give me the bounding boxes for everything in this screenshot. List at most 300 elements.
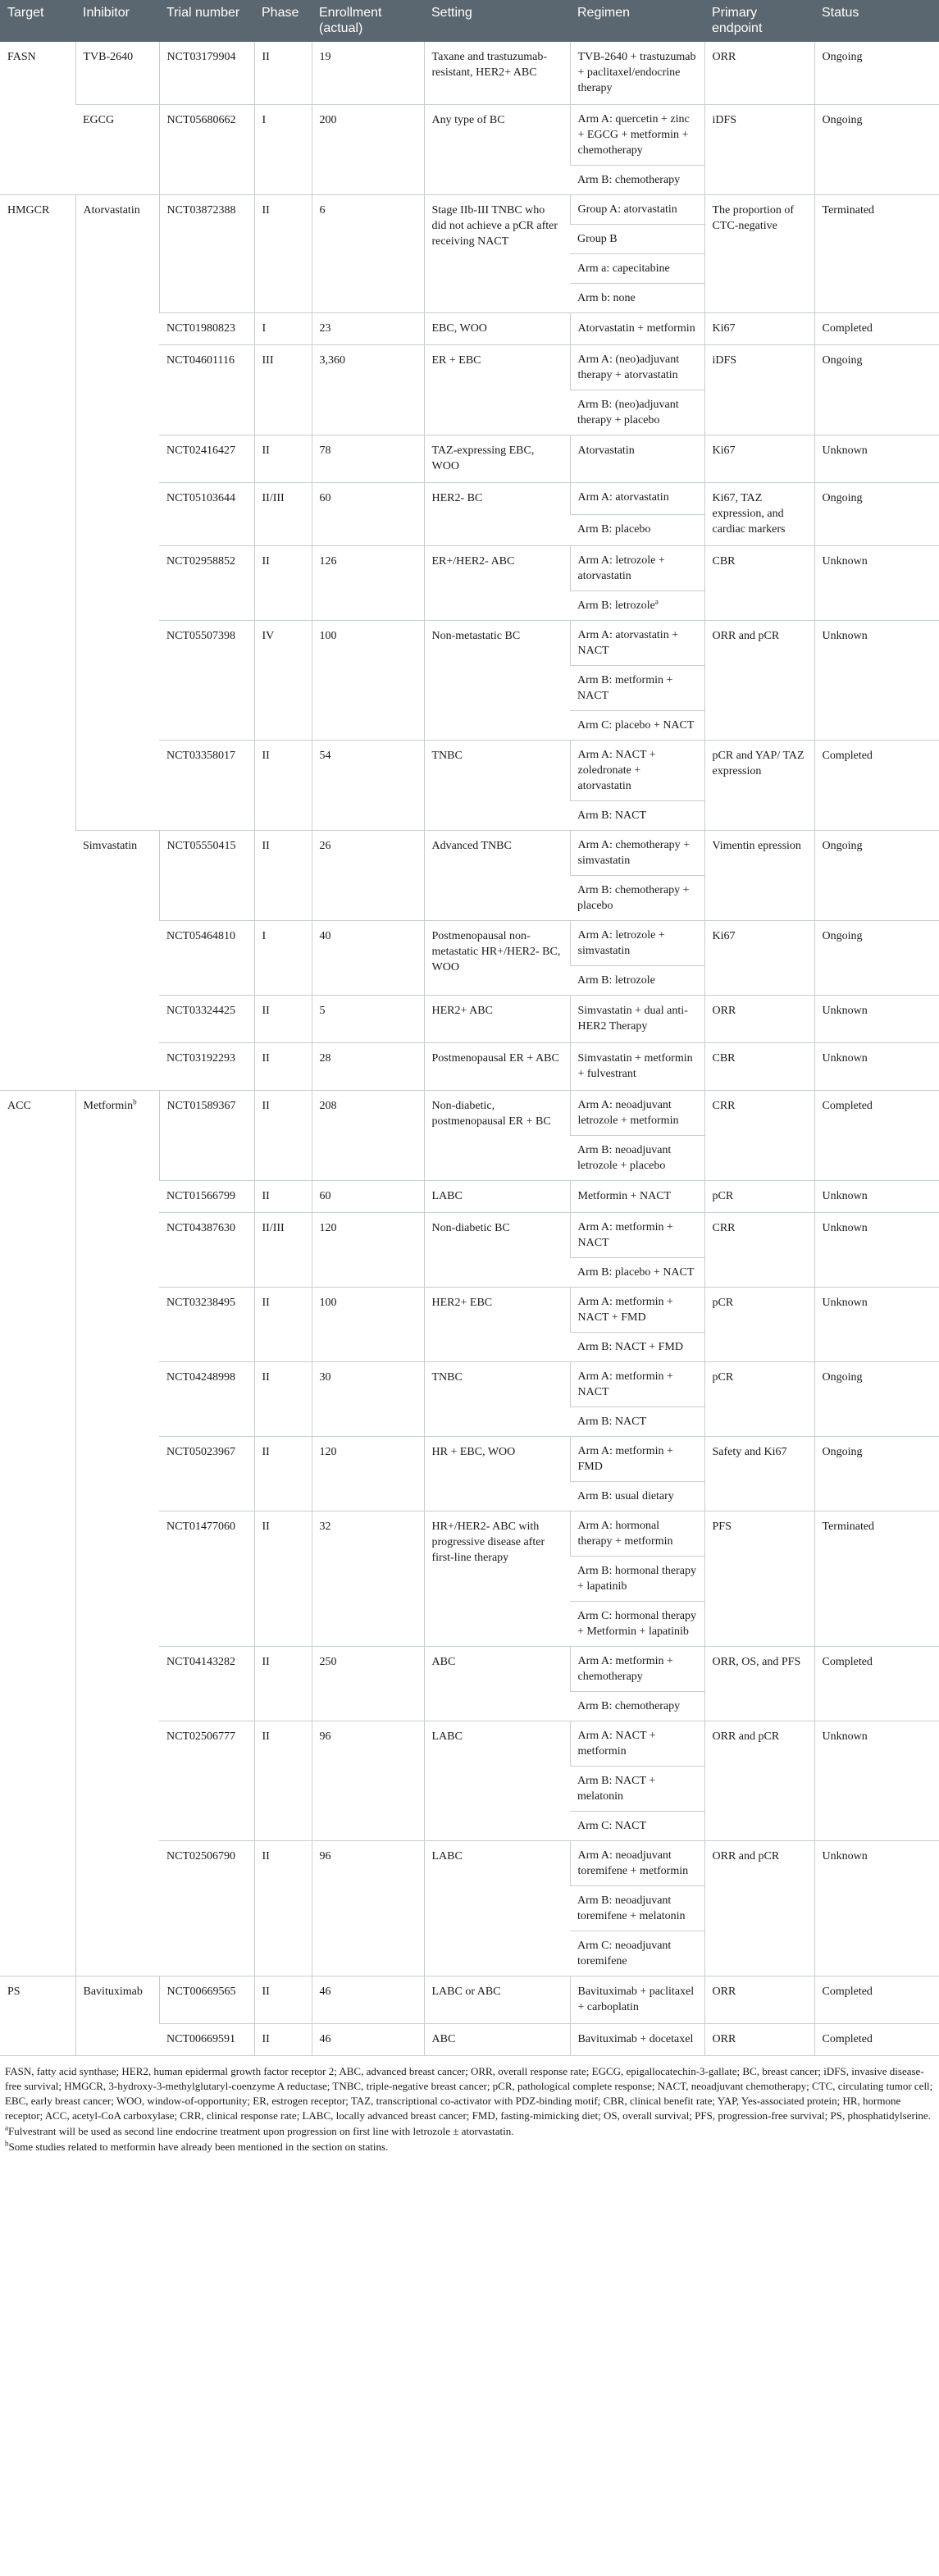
phase-cell: II bbox=[254, 1976, 312, 2024]
regimen-cell bbox=[570, 966, 704, 996]
status-cell: Ongoing bbox=[814, 1437, 939, 1511]
phase-cell: II bbox=[254, 195, 312, 313]
regimen-cell bbox=[570, 1557, 704, 1602]
regimen-cell bbox=[570, 1931, 704, 1976]
regimen-cell bbox=[570, 1602, 704, 1647]
regimen-cell bbox=[570, 1136, 704, 1181]
regimen-cell bbox=[570, 345, 704, 390]
regimen-cell bbox=[570, 1407, 704, 1437]
status-cell: Unknown bbox=[814, 435, 939, 483]
column-header-regimen: Regimen bbox=[570, 0, 704, 42]
phase-cell: II bbox=[254, 1647, 312, 1721]
enrollment-cell: 28 bbox=[312, 1043, 424, 1091]
trial-number-cell: NCT02416427 bbox=[159, 435, 254, 483]
setting-cell: Non-diabetic, postmenopausal ER + BC bbox=[424, 1091, 570, 1181]
regimen-cell bbox=[570, 1886, 704, 1931]
regimen-text: Arm B: NACT bbox=[577, 809, 646, 822]
regimen-text: Arm A: metformin + NACT bbox=[577, 1221, 673, 1249]
setting-cell: Non-metastatic BC bbox=[424, 621, 570, 741]
table-footnotes bbox=[0, 2056, 939, 2162]
enrollment-cell: 96 bbox=[312, 1841, 424, 1976]
trial-number-cell: NCT03324425 bbox=[159, 996, 254, 1043]
target-cell: HMGCR bbox=[0, 195, 75, 1091]
phase-cell: II bbox=[254, 1841, 312, 1976]
phase-cell: IV bbox=[254, 621, 312, 741]
status-cell: Unknown bbox=[814, 1213, 939, 1288]
regimen-cell bbox=[570, 1647, 704, 1692]
regimen-cell bbox=[570, 1333, 704, 1362]
setting-cell: Non-diabetic BC bbox=[424, 1213, 570, 1288]
primary-endpoint-cell: pCR bbox=[704, 1181, 814, 1213]
inhibitor-cell bbox=[75, 831, 159, 1091]
trial-number-cell: NCT01589367 bbox=[159, 1091, 254, 1181]
column-header-status: Status bbox=[814, 0, 939, 42]
regimen-text: Arm C: NACT bbox=[577, 1820, 646, 1832]
status-cell: Unknown bbox=[814, 621, 939, 741]
footnote-a-mark: a bbox=[5, 2123, 8, 2132]
inhibitor-cell bbox=[75, 1091, 159, 1976]
status-cell: Completed bbox=[814, 1647, 939, 1721]
regimen-cell bbox=[570, 921, 704, 966]
setting-cell: LABC or ABC bbox=[424, 1976, 570, 2024]
trial-number-cell: NCT05680662 bbox=[159, 105, 254, 195]
regimen-text: Arm B: NACT + FMD bbox=[577, 1341, 683, 1353]
regimen-text: Arm B: letrozole bbox=[577, 600, 655, 612]
status-cell: Completed bbox=[814, 1976, 939, 2024]
regimen-text: Arm A: NACT + zoledronate + atorvastatin bbox=[577, 749, 656, 792]
inhibitor-cell bbox=[75, 42, 159, 105]
footnote-a-text: Fulvestrant will be used as second line endocrine treatment upon progression on first line with letrozole ± atorvastatin. bbox=[8, 2125, 514, 2137]
regimen-cell bbox=[570, 711, 704, 741]
footnote-b-mark: b bbox=[5, 2139, 9, 2148]
trial-number-cell: NCT01566799 bbox=[159, 1181, 254, 1213]
regimen-text: Arm A: atorvastatin bbox=[577, 491, 669, 504]
enrollment-cell: 26 bbox=[312, 831, 424, 921]
primary-endpoint-cell: pCR and YAP/ TAZ expression bbox=[704, 741, 814, 831]
table-header bbox=[0, 0, 939, 42]
enrollment-cell: 120 bbox=[312, 1213, 424, 1288]
regimen-cell bbox=[570, 831, 704, 876]
regimen-text: Arm B: letrozole bbox=[577, 974, 655, 987]
regimen-cell bbox=[570, 1767, 704, 1812]
status-cell: Unknown bbox=[814, 1181, 939, 1213]
target-cell: PS bbox=[0, 1976, 75, 2056]
setting-cell: HR+/HER2- ABC with progressive disease after first-line therapy bbox=[424, 1511, 570, 1647]
primary-endpoint-cell: CBR bbox=[704, 546, 814, 621]
regimen-cell bbox=[570, 1437, 704, 1482]
target-cell: ACC bbox=[0, 1091, 75, 1976]
regimen-text: Arm C: placebo + NACT bbox=[577, 719, 695, 732]
inhibitor-name: EGCG bbox=[83, 114, 115, 126]
table-row bbox=[0, 195, 939, 225]
inhibitor-footnote-mark: b bbox=[133, 1097, 137, 1106]
setting-cell: HER2+ EBC bbox=[424, 1288, 570, 1362]
regimen-cell bbox=[570, 1976, 704, 2024]
status-cell: Ongoing bbox=[814, 105, 939, 195]
primary-endpoint-cell: The proportion of CTC-negative bbox=[704, 195, 814, 313]
regimen-text: Arm B: placebo bbox=[577, 522, 651, 536]
enrollment-cell: 78 bbox=[312, 435, 424, 483]
regimen-text: Arm A: metformin + NACT + FMD bbox=[577, 1296, 673, 1324]
column-header-inhibitor: Inhibitor bbox=[75, 0, 159, 42]
setting-cell: ABC bbox=[424, 1647, 570, 1721]
regimen-cell bbox=[570, 801, 704, 831]
trial-number-cell: NCT03192293 bbox=[159, 1043, 254, 1091]
status-cell: Ongoing bbox=[814, 345, 939, 435]
regimen-cell bbox=[570, 225, 704, 254]
primary-endpoint-cell: ORR, OS, and PFS bbox=[704, 1647, 814, 1721]
regimen-text: Arm B: (neo)adjuvant therapy + placebo bbox=[577, 399, 679, 426]
inhibitor-name: TVB-2640 bbox=[83, 51, 134, 63]
regimen-text: Arm B: chemotherapy bbox=[577, 1700, 681, 1712]
enrollment-cell: 30 bbox=[312, 1362, 424, 1437]
trial-number-cell: NCT03238495 bbox=[159, 1288, 254, 1362]
setting-cell: LABC bbox=[424, 1721, 570, 1841]
primary-endpoint-cell: Ki67, TAZ expression, and cardiac markers bbox=[704, 483, 814, 546]
regimen-text: Arm a: capecitabine bbox=[577, 262, 670, 275]
phase-cell: II/III bbox=[254, 483, 312, 546]
inhibitor-cell bbox=[75, 105, 159, 195]
footnote-b-text: Some studies related to metformin have already been mentioned in the section on statins. bbox=[8, 2141, 389, 2153]
status-cell: Unknown bbox=[814, 546, 939, 621]
trial-number-cell: NCT03179904 bbox=[159, 42, 254, 105]
regimen-cell bbox=[570, 2024, 704, 2056]
setting-cell: TAZ-expressing EBC, WOO bbox=[424, 435, 570, 483]
setting-cell: LABC bbox=[424, 1181, 570, 1213]
trial-number-cell: NCT01980823 bbox=[159, 313, 254, 345]
footnote-b bbox=[5, 2140, 934, 2154]
setting-cell: ER + EBC bbox=[424, 345, 570, 435]
setting-cell: LABC bbox=[424, 1841, 570, 1976]
enrollment-cell: 126 bbox=[312, 546, 424, 621]
enrollment-cell: 96 bbox=[312, 1721, 424, 1841]
regimen-text: Arm A: letrozole + atorvastatin bbox=[577, 554, 665, 582]
regimen-text: Group B bbox=[577, 233, 618, 245]
regimen-text: Arm C: hormonal therapy + Metformin + lapatinib bbox=[577, 1610, 697, 1638]
primary-endpoint-cell: CRR bbox=[704, 1213, 814, 1288]
status-cell: Completed bbox=[814, 741, 939, 831]
regimen-cell bbox=[570, 514, 704, 546]
phase-cell: II bbox=[254, 996, 312, 1043]
regimen-cell bbox=[570, 1692, 704, 1721]
setting-cell: Postmenopausal non-metastatic HR+/HER2- BC, WOO bbox=[424, 921, 570, 996]
regimen-text: Arm B: chemotherapy bbox=[577, 174, 681, 186]
regimen-cell bbox=[570, 741, 704, 801]
primary-endpoint-cell: ORR bbox=[704, 996, 814, 1043]
enrollment-cell: 46 bbox=[312, 1976, 424, 2024]
regimen-cell bbox=[570, 621, 704, 666]
regimen-text: Metformin + NACT bbox=[577, 1190, 672, 1202]
regimen-cell bbox=[570, 1043, 704, 1091]
regimen-cell bbox=[570, 42, 704, 105]
inhibitor-name: Metformin bbox=[83, 1100, 134, 1112]
enrollment-cell: 54 bbox=[312, 741, 424, 831]
regimen-cell bbox=[570, 1482, 704, 1511]
status-cell: Unknown bbox=[814, 1043, 939, 1091]
regimen-text: Arm A: neoadjuvant toremifene + metformin bbox=[577, 1849, 689, 1877]
primary-endpoint-cell: pCR bbox=[704, 1362, 814, 1437]
phase-cell: II bbox=[254, 2024, 312, 2056]
regimen-cell bbox=[570, 1181, 704, 1213]
primary-endpoint-cell: Ki67 bbox=[704, 921, 814, 996]
setting-cell: TNBC bbox=[424, 741, 570, 831]
regimen-text: Arm A: metformin + FMD bbox=[577, 1445, 673, 1473]
table-row bbox=[0, 1091, 939, 1136]
regimen-text: Arm B: hormonal therapy + lapatinib bbox=[577, 1565, 697, 1593]
primary-endpoint-cell: CBR bbox=[704, 1043, 814, 1091]
regimen-cell bbox=[570, 1721, 704, 1767]
column-header-phase: Phase bbox=[254, 0, 312, 42]
enrollment-cell: 32 bbox=[312, 1511, 424, 1647]
regimen-cell bbox=[570, 1213, 704, 1258]
regimen-cell bbox=[570, 195, 704, 225]
regimen-text: Arm B: NACT bbox=[577, 1416, 646, 1428]
inhibitor-cell bbox=[75, 1976, 159, 2056]
trial-number-cell: NCT04248998 bbox=[159, 1362, 254, 1437]
regimen-cell bbox=[570, 1091, 704, 1136]
trial-number-cell: NCT03872388 bbox=[159, 195, 254, 313]
regimen-text: Arm B: NACT + melatonin bbox=[577, 1775, 656, 1803]
primary-endpoint-cell: Vimentin epression bbox=[704, 831, 814, 921]
trial-number-cell: NCT05103644 bbox=[159, 483, 254, 546]
setting-cell: HER2- BC bbox=[424, 483, 570, 546]
phase-cell: II bbox=[254, 741, 312, 831]
enrollment-cell: 60 bbox=[312, 483, 424, 546]
primary-endpoint-cell: Ki67 bbox=[704, 435, 814, 483]
status-cell: Ongoing bbox=[814, 42, 939, 105]
regimen-text: Arm C: neoadjuvant toremifene bbox=[577, 1940, 672, 1967]
regimen-text: Arm A: NACT + metformin bbox=[577, 1730, 656, 1758]
enrollment-cell: 6 bbox=[312, 195, 424, 313]
regimen-cell bbox=[570, 1841, 704, 1886]
phase-cell: II bbox=[254, 546, 312, 621]
regimen-text: Arm B: neoadjuvant toremifene + melatonin bbox=[577, 1894, 686, 1922]
primary-endpoint-cell: ORR and pCR bbox=[704, 1841, 814, 1976]
setting-cell: EBC, WOO bbox=[424, 313, 570, 345]
phase-cell: II bbox=[254, 1181, 312, 1213]
regimen-cell bbox=[570, 435, 704, 483]
phase-cell: II bbox=[254, 1091, 312, 1181]
primary-endpoint-cell: ORR bbox=[704, 42, 814, 105]
column-header-enrollment: Enrollment (actual) bbox=[312, 0, 424, 42]
inhibitor-name: Simvastatin bbox=[83, 840, 138, 852]
status-cell: Unknown bbox=[814, 996, 939, 1043]
trial-number-cell: NCT05507398 bbox=[159, 621, 254, 741]
enrollment-cell: 46 bbox=[312, 2024, 424, 2056]
target-cell: FASN bbox=[0, 42, 75, 195]
regimen-text: Arm B: neoadjuvant letrozole + placebo bbox=[577, 1144, 672, 1172]
regimen-cell bbox=[570, 166, 704, 195]
trial-number-cell: NCT05464810 bbox=[159, 921, 254, 996]
table-row bbox=[0, 831, 939, 876]
primary-endpoint-cell: iDFS bbox=[704, 345, 814, 435]
setting-cell: Taxane and trastuzumab-resistant, HER2+ ABC bbox=[424, 42, 570, 105]
regimen-footnote-mark: a bbox=[654, 597, 659, 606]
regimen-text: Simvastatin + dual anti-HER2 Therapy bbox=[577, 1005, 688, 1033]
phase-cell: II bbox=[254, 1288, 312, 1362]
status-cell: Terminated bbox=[814, 195, 939, 313]
table-row bbox=[0, 105, 939, 166]
regimen-text: Arm A: chemotherapy + simvastatin bbox=[577, 839, 691, 867]
trial-number-cell: NCT03358017 bbox=[159, 741, 254, 831]
setting-cell: HR + EBC, WOO bbox=[424, 1437, 570, 1511]
phase-cell: II/III bbox=[254, 1213, 312, 1288]
status-cell: Unknown bbox=[814, 1721, 939, 1841]
table-body bbox=[0, 42, 939, 2056]
enrollment-cell: 40 bbox=[312, 921, 424, 996]
setting-cell: TNBC bbox=[424, 1362, 570, 1437]
regimen-cell bbox=[570, 483, 704, 515]
primary-endpoint-cell: Ki67 bbox=[704, 313, 814, 345]
status-cell: Terminated bbox=[814, 1511, 939, 1647]
abbreviations-note: FASN, fatty acid synthase; HER2, human epidermal growth factor receptor 2; ABC, advanced breast cancer; ORR, overall response rate; EGCG, epigallocatechin-3-gallate; BC, breast cancer; iDFS, invasive disease-free survival; HMGCR, 3-hydroxy-3-methylglutaryl-coenzyme A reductase; TNBC, triple-negative breast cancer; pCR, pathological complete response; NACT, neoadjuvant chemotherapy; CTC, circulating tumor cell; EBC, early breast cancer; WOO, window-of-opportunity; ER, estrogen receptor; TAZ, transcriptional co-activator with PDZ-binding motif; CBR, clinical benefit rate; YAP, Yes-associated protein; HR, hormone receptor; ACC, acetyl-CoA carboxylase; CRR, clinical response rate; LABC, locally advanced breast cancer; FMD, fasting-mimicking diet; OS, overall survival; PFS, progression-free survival; PS, phosphatidylserine. bbox=[5, 2065, 933, 2122]
setting-cell: ABC bbox=[424, 2024, 570, 2056]
status-cell: Unknown bbox=[814, 1288, 939, 1362]
regimen-cell bbox=[570, 284, 704, 313]
enrollment-cell: 100 bbox=[312, 1288, 424, 1362]
phase-cell: II bbox=[254, 1043, 312, 1091]
phase-cell: II bbox=[254, 1511, 312, 1647]
trial-number-cell: NCT04143282 bbox=[159, 1647, 254, 1721]
phase-cell: I bbox=[254, 105, 312, 195]
regimen-cell bbox=[570, 1812, 704, 1841]
regimen-text: Group A: atorvastatin bbox=[577, 203, 677, 216]
enrollment-cell: 100 bbox=[312, 621, 424, 741]
regimen-cell bbox=[570, 390, 704, 435]
regimen-cell bbox=[570, 1258, 704, 1288]
trial-number-cell: NCT02958852 bbox=[159, 546, 254, 621]
regimen-cell bbox=[570, 591, 704, 621]
regimen-text: Atorvastatin bbox=[577, 445, 635, 457]
column-header-primary-endpoint: Primary endpoint bbox=[704, 0, 814, 42]
primary-endpoint-cell: pCR bbox=[704, 1288, 814, 1362]
status-cell: Completed bbox=[814, 1091, 939, 1181]
phase-cell: II bbox=[254, 1362, 312, 1437]
enrollment-cell: 23 bbox=[312, 313, 424, 345]
phase-cell: I bbox=[254, 313, 312, 345]
regimen-text: Arm A: metformin + NACT bbox=[577, 1370, 673, 1398]
primary-endpoint-cell: Safety and Ki67 bbox=[704, 1437, 814, 1511]
regimen-cell bbox=[570, 254, 704, 284]
table-row bbox=[0, 42, 939, 105]
enrollment-cell: 5 bbox=[312, 996, 424, 1043]
regimen-text: Bavituximab + docetaxel bbox=[577, 2033, 694, 2045]
regimen-text: Simvastatin + metformin + fulvestrant bbox=[577, 1052, 693, 1080]
regimen-cell bbox=[570, 666, 704, 711]
regimen-text: Arm A: neoadjuvant letrozole + metformin bbox=[577, 1099, 679, 1127]
regimen-text: Arm A: letrozole + simvastatin bbox=[577, 929, 665, 957]
primary-endpoint-cell: ORR bbox=[704, 1976, 814, 2024]
phase-cell: II bbox=[254, 42, 312, 105]
enrollment-cell: 60 bbox=[312, 1181, 424, 1213]
column-header-target: Target bbox=[0, 0, 75, 42]
enrollment-cell: 200 bbox=[312, 105, 424, 195]
regimen-cell bbox=[570, 1362, 704, 1407]
setting-cell: ER+/HER2- ABC bbox=[424, 546, 570, 621]
trial-number-cell: NCT01477060 bbox=[159, 1511, 254, 1647]
table-row bbox=[0, 1976, 939, 2024]
trial-number-cell: NCT00669565 bbox=[159, 1976, 254, 2024]
regimen-text: Arm B: chemotherapy + placebo bbox=[577, 884, 690, 912]
header-row bbox=[0, 0, 939, 42]
regimen-cell bbox=[570, 1511, 704, 1557]
phase-cell: III bbox=[254, 345, 312, 435]
regimen-text: Arm A: (neo)adjuvant therapy + atorvastatin bbox=[577, 353, 680, 381]
regimen-cell bbox=[570, 876, 704, 921]
trial-number-cell: NCT05550415 bbox=[159, 831, 254, 921]
enrollment-cell: 250 bbox=[312, 1647, 424, 1721]
footnote-a bbox=[5, 2124, 934, 2139]
enrollment-cell: 19 bbox=[312, 42, 424, 105]
trial-number-cell: NCT02506790 bbox=[159, 1841, 254, 1976]
regimen-text: TVB-2640 + trastuzumab + paclitaxel/endocrine therapy bbox=[577, 51, 696, 94]
setting-cell: HER2+ ABC bbox=[424, 996, 570, 1043]
primary-endpoint-cell: ORR and pCR bbox=[704, 1721, 814, 1841]
status-cell: Ongoing bbox=[814, 483, 939, 546]
setting-cell: Stage IIb-III TNBC who did not achieve a pCR after receiving NACT bbox=[424, 195, 570, 313]
status-cell: Unknown bbox=[814, 1841, 939, 1976]
regimen-text: Atorvastatin + metformin bbox=[577, 322, 695, 335]
setting-cell: Advanced TNBC bbox=[424, 831, 570, 921]
regimen-cell bbox=[570, 1288, 704, 1333]
status-cell: Ongoing bbox=[814, 921, 939, 996]
trial-number-cell: NCT05023967 bbox=[159, 1437, 254, 1511]
phase-cell: II bbox=[254, 1437, 312, 1511]
regimen-text: Bavituximab + paclitaxel + carboplatin bbox=[577, 1986, 695, 2013]
setting-cell: Any type of BC bbox=[424, 105, 570, 195]
regimen-text: Arm A: hormonal therapy + metformin bbox=[577, 1520, 673, 1548]
inhibitor-name: Atorvastatin bbox=[83, 204, 140, 217]
enrollment-cell: 3,360 bbox=[312, 345, 424, 435]
regimen-text: Arm A: metformin + chemotherapy bbox=[577, 1655, 673, 1683]
regimen-text: Arm b: none bbox=[577, 292, 636, 304]
regimen-cell bbox=[570, 546, 704, 591]
status-cell: Completed bbox=[814, 2024, 939, 2056]
primary-endpoint-cell: ORR and pCR bbox=[704, 621, 814, 741]
enrollment-cell: 208 bbox=[312, 1091, 424, 1181]
phase-cell: II bbox=[254, 435, 312, 483]
status-cell: Completed bbox=[814, 313, 939, 345]
inhibitor-name: Bavituximab bbox=[83, 1986, 143, 1998]
status-cell: Ongoing bbox=[814, 831, 939, 921]
inhibitor-cell bbox=[75, 195, 159, 831]
trial-number-cell: NCT04387630 bbox=[159, 1213, 254, 1288]
column-header-trial-number: Trial number bbox=[159, 0, 254, 42]
phase-cell: I bbox=[254, 921, 312, 996]
regimen-text: Arm A: quercetin + zinc + EGCG + metformin + chemotherapy bbox=[577, 113, 690, 157]
primary-endpoint-cell: ORR bbox=[704, 2024, 814, 2056]
status-cell: Ongoing bbox=[814, 1362, 939, 1437]
primary-endpoint-cell: PFS bbox=[704, 1511, 814, 1647]
regimen-text: Arm B: usual dietary bbox=[577, 1490, 674, 1502]
regimen-cell bbox=[570, 996, 704, 1043]
trial-number-cell: NCT04601116 bbox=[159, 345, 254, 435]
phase-cell: II bbox=[254, 1721, 312, 1841]
primary-endpoint-cell: iDFS bbox=[704, 105, 814, 195]
column-header-setting: Setting bbox=[424, 0, 570, 42]
regimen-cell bbox=[570, 313, 704, 345]
regimen-text: Arm B: placebo + NACT bbox=[577, 1266, 695, 1279]
regimen-text: Arm B: metformin + NACT bbox=[577, 674, 673, 702]
primary-endpoint-cell: CRR bbox=[704, 1091, 814, 1181]
regimen-cell bbox=[570, 105, 704, 166]
regimen-text: Arm A: atorvastatin + NACT bbox=[577, 629, 679, 657]
setting-cell: Postmenopausal ER + ABC bbox=[424, 1043, 570, 1091]
trial-number-cell: NCT02506777 bbox=[159, 1721, 254, 1841]
enrollment-cell: 120 bbox=[312, 1437, 424, 1511]
trial-number-cell: NCT00669591 bbox=[159, 2024, 254, 2056]
phase-cell: II bbox=[254, 831, 312, 921]
